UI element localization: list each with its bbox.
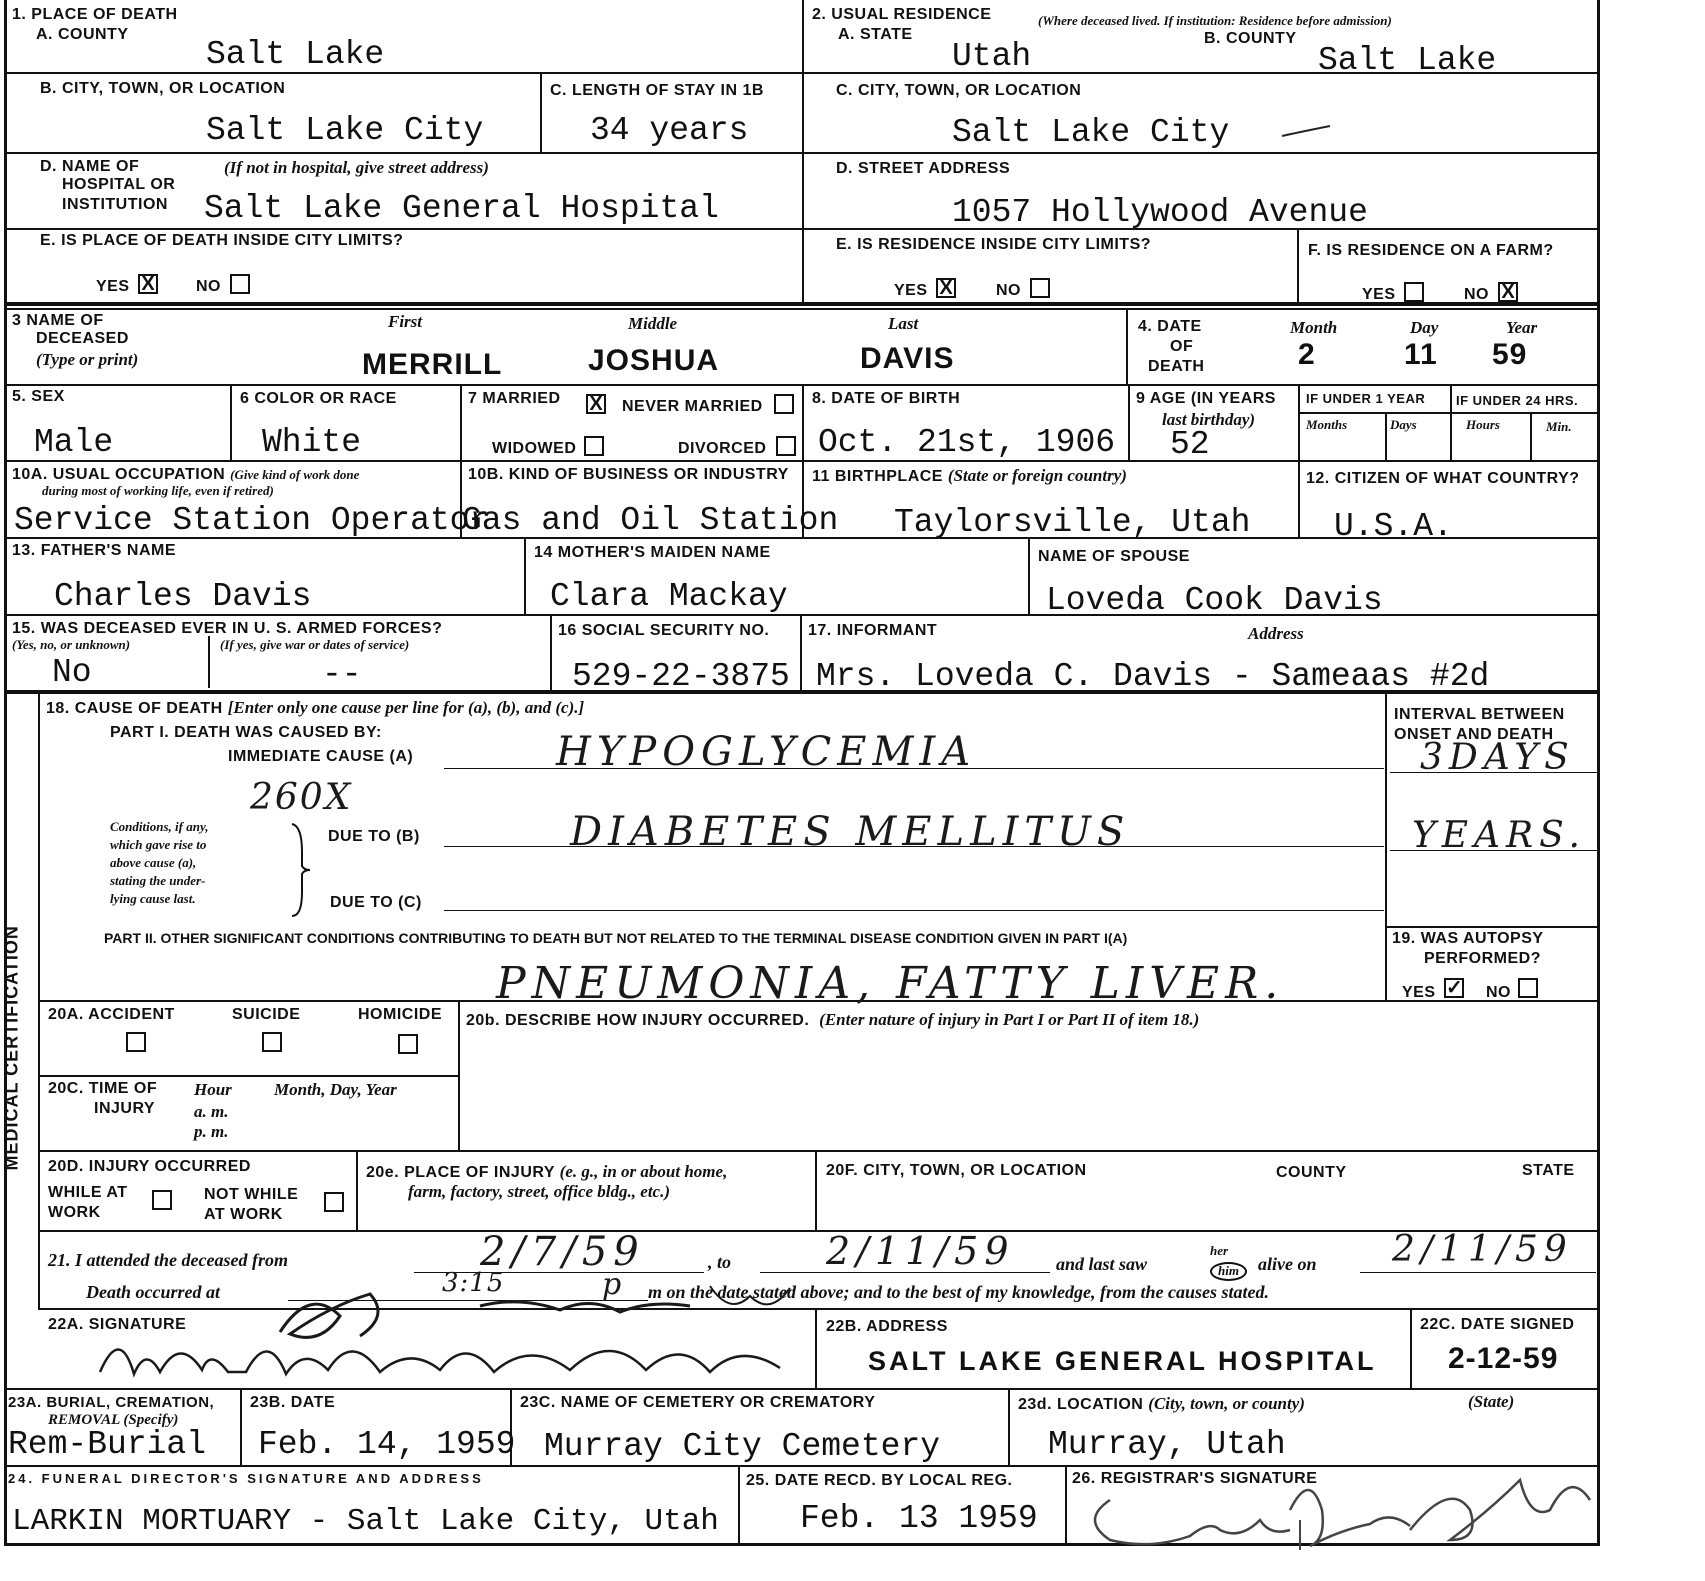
death-inside-no-checkbox[interactable] (230, 274, 250, 294)
divorced-checkbox[interactable] (776, 436, 796, 456)
signature-label: 22A. SIGNATURE (48, 1316, 187, 1333)
months-label: Months (1306, 417, 1348, 432)
residence-inside-city-label: E. IS RESIDENCE INSIDE CITY LIMITS? (836, 236, 1152, 253)
conditions-label-4: stating the under- (110, 873, 206, 888)
under-24-hours-label: IF UNDER 24 HRS. (1456, 393, 1579, 408)
homicide-label: HOMICIDE (358, 1006, 442, 1023)
conditions-label-5: lying cause last. (110, 891, 196, 906)
birthplace-value[interactable]: Taylorsville, Utah (894, 504, 1251, 541)
death-occurred-text: Death occurred at (86, 1282, 220, 1302)
registrar-signature[interactable] (1070, 1440, 1610, 1555)
pm-label: p. m. (194, 1122, 229, 1141)
interval-label-2: ONSET AND DEATH (1394, 726, 1554, 743)
sex-value[interactable]: Male (34, 424, 114, 461)
last-saw-text: and last saw (1056, 1254, 1148, 1274)
him-label: him (1210, 1262, 1247, 1281)
never-married-label: NEVER MARRIED (622, 398, 763, 415)
citizen-value[interactable]: U.S.A. (1334, 508, 1453, 545)
death-inside-yes-label: YES (96, 278, 130, 295)
min-label: Min. (1546, 419, 1572, 434)
interval-b-value[interactable]: YEARS. (1412, 815, 1586, 856)
first-name-value[interactable]: MERRILL (362, 348, 503, 381)
residence-city-label: C. CITY, TOWN, OR LOCATION (836, 82, 1082, 99)
business-value[interactable]: Gas and Oil Station (462, 502, 839, 539)
widowed-checkbox[interactable] (584, 436, 604, 456)
residence-state-value[interactable]: Utah (952, 38, 1032, 75)
part-1-label: PART I. DEATH WAS CAUSED BY: (110, 724, 382, 741)
while-at-work-checkbox[interactable] (152, 1190, 172, 1210)
due-to-c-label: DUE TO (C) (330, 894, 422, 911)
deceased-label-3: (Type or print) (36, 350, 139, 369)
conditions-bracket (288, 822, 314, 918)
death-city-value[interactable]: Salt Lake City (206, 112, 484, 149)
conditions-label-3: above cause (a), (110, 855, 197, 870)
death-county-value[interactable]: Salt Lake (206, 36, 385, 73)
dob-value[interactable]: Oct. 21st, 1906 (818, 424, 1116, 461)
farm-no-checkbox[interactable]: X (1498, 282, 1518, 302)
autopsy-yes-label: YES (1402, 984, 1436, 1001)
hospital-label-1: D. NAME OF (40, 158, 140, 175)
am-label: a. m. (194, 1102, 229, 1121)
farm-yes-checkbox[interactable] (1404, 282, 1424, 302)
burial-state-label: (State) (1468, 1392, 1515, 1411)
cause-label: 18. CAUSE OF DEATH [Enter only one cause per line for (a), (b), and (c).] (46, 698, 585, 717)
business-label: 10B. KIND OF BUSINESS OR INDUSTRY (468, 466, 789, 483)
signature-address-label: 22B. ADDRESS (826, 1318, 948, 1335)
autopsy-no-checkbox[interactable] (1518, 978, 1538, 998)
age-label-2: last birthday) (1162, 410, 1256, 429)
attended-text: 21. I attended the deceased from (48, 1250, 288, 1270)
occupation-label: 10A. USUAL OCCUPATION (Give kind of work done (12, 466, 360, 483)
death-year-value[interactable]: 59 (1492, 338, 1528, 371)
last-name-value[interactable]: DAVIS (860, 342, 955, 375)
father-label: 13. FATHER'S NAME (12, 542, 177, 559)
middle-name-value[interactable]: JOSHUA (588, 344, 720, 377)
first-name-label: First (388, 312, 423, 331)
under-1-year-label: IF UNDER 1 YEAR (1306, 391, 1426, 406)
farm-label: F. IS RESIDENCE ON A FARM? (1308, 242, 1554, 259)
ssn-label: 16 SOCIAL SECURITY NO. (558, 622, 770, 639)
middle-name-label: Middle (628, 314, 678, 333)
farm-yes-label: YES (1362, 286, 1396, 303)
deceased-label-1: 3 NAME OF (12, 312, 104, 329)
death-occurred-text-2: m on the date stated above; and to the best of my knowledge, from the causes stated. (648, 1282, 1269, 1302)
date-signed-label: 22C. DATE SIGNED (1420, 1316, 1575, 1333)
age-label-1: 9 AGE (IN YEARS (1136, 390, 1276, 407)
place-of-injury-label: 20e. PLACE OF INJURY (e. g., in or about home, (366, 1162, 728, 1181)
hospital-value[interactable]: Salt Lake General Hospital (204, 190, 719, 227)
interval-label-1: INTERVAL BETWEEN (1394, 706, 1565, 723)
residence-county-value[interactable]: Salt Lake (1318, 42, 1497, 79)
not-at-work-label-1: NOT WHILE (204, 1186, 299, 1203)
widowed-label: WIDOWED (492, 440, 577, 457)
suicide-label: SUICIDE (232, 1006, 301, 1023)
her-label: her (1210, 1243, 1229, 1258)
armed-forces-value[interactable]: No (52, 654, 92, 691)
time-injury-label-2: INJURY (94, 1100, 156, 1117)
date-received-value[interactable]: Feb. 13 1959 (800, 1500, 1038, 1537)
sex-label: 5. SEX (12, 388, 65, 405)
death-date-label-1: 4. DATE (1138, 318, 1202, 335)
accident-label: 20A. ACCIDENT (48, 1006, 175, 1023)
race-value[interactable]: White (262, 424, 362, 461)
attended-to-label: , to (708, 1252, 732, 1272)
armed-service-value[interactable]: -- (322, 656, 362, 693)
spouse-value[interactable]: Loveda Cook Davis (1046, 582, 1383, 619)
dob-label: 8. DATE OF BIRTH (812, 390, 961, 407)
interval-a-value[interactable]: 3DAYS (1420, 737, 1575, 778)
burial-location-label: 23d. LOCATION (City, town, or county) (1018, 1394, 1305, 1413)
physician-signature[interactable] (90, 1276, 820, 1386)
cemetery-label: 23C. NAME OF CEMETERY OR CREMATORY (520, 1394, 876, 1411)
street-address-value[interactable]: 1057 Hollywood Avenue (952, 194, 1368, 231)
burial-type-label-1: 23A. BURIAL, CREMATION, (8, 1394, 215, 1411)
due-to-b-label: DUE TO (B) (328, 828, 420, 845)
occupation-label-2: during most of working life, even if retired) (42, 483, 274, 498)
not-at-work-checkbox[interactable] (324, 1192, 344, 1212)
mother-label: 14 MOTHER'S MAIDEN NAME (534, 544, 771, 561)
residence-inside-yes-label: YES (894, 282, 928, 299)
days-label: Days (1390, 417, 1417, 432)
conditions-label-2: which gave rise to (110, 837, 207, 852)
length-of-stay-label: C. LENGTH OF STAY IN 1B (550, 82, 764, 99)
autopsy-label-1: 19. WAS AUTOPSY (1392, 930, 1544, 947)
usual-residence-label: 2. USUAL RESIDENCE (812, 6, 992, 23)
time-injury-label-1: 20C. TIME OF (48, 1080, 158, 1097)
death-year-label: Year (1506, 318, 1538, 337)
due-to-b-value[interactable]: DIABETES MELLITUS (570, 809, 1131, 855)
immediate-cause-label: IMMEDIATE CAUSE (A) (228, 748, 414, 765)
divorced-label: DIVORCED (678, 440, 767, 457)
part-2-label: PART II. OTHER SIGNIFICANT CONDITIONS CONTRIBUTING TO DEATH BUT NOT RELATED TO THE TERMINAL DISEASE CONDITION GIVEN IN PART I(A) (104, 930, 1128, 946)
burial-location-value[interactable]: Murray, Utah (1048, 1426, 1286, 1463)
last-name-label: Last (888, 314, 919, 333)
birthplace-label: 11 BIRTHPLACE (State or foreign country) (812, 466, 1127, 485)
injury-occurred-label: 20D. INJURY OCCURRED (48, 1158, 251, 1175)
describe-injury-label: 20b. DESCRIBE HOW INJURY OCCURRED. (Enter nature of injury in Part I or Part II of item 18.) (466, 1010, 1200, 1029)
while-at-work-label-2: WORK (48, 1204, 101, 1221)
length-of-stay-value[interactable]: 34 years (590, 112, 749, 149)
funeral-director-label: 24. FUNERAL DIRECTOR'S SIGNATURE AND ADDRESS (8, 1471, 484, 1486)
death-date-label-2: OF (1170, 338, 1194, 355)
burial-date-label: 23B. DATE (250, 1394, 336, 1411)
injury-city-label: 20F. CITY, TOWN, OR LOCATION (826, 1162, 1087, 1179)
accident-checkbox[interactable] (126, 1032, 146, 1052)
informant-value[interactable]: Mrs. Loveda C. Davis - Sameaas #2d (816, 658, 1490, 695)
residence-state-label: A. STATE (838, 26, 913, 43)
death-time-value[interactable]: 3:15 (442, 1268, 505, 1298)
armed-forces-sub-2: (If yes, give war or dates of service) (220, 637, 410, 652)
autopsy-yes-checkbox[interactable]: ✓ (1446, 977, 1463, 999)
part-2-value[interactable]: PNEUMONIA, FATTY LIVER. (496, 958, 1285, 1009)
conditions-label-1: Conditions, if any, (110, 819, 209, 834)
married-checkbox[interactable]: X (586, 394, 606, 414)
deceased-label-2: DECEASED (36, 330, 129, 347)
death-time-ampm[interactable]: p (602, 1267, 628, 1302)
residence-city-value[interactable]: Salt Lake City (952, 114, 1230, 151)
hospital-label-2: HOSPITAL OR (62, 176, 176, 193)
death-month-value[interactable]: 2 (1298, 338, 1316, 371)
autopsy-label-2: PERFORMED? (1424, 950, 1541, 967)
residence-inside-no-label: NO (996, 282, 1021, 299)
medical-certification-label: MEDICAL CERTIFICATION (1, 925, 22, 1171)
spouse-label: NAME OF SPOUSE (1038, 548, 1190, 565)
never-married-checkbox[interactable] (774, 394, 794, 414)
citizen-label: 12. CITIZEN OF WHAT COUNTRY? (1306, 470, 1580, 487)
burial-type-value[interactable]: Rem-Burial (8, 1426, 207, 1463)
occupation-value[interactable]: Service Station Operator (14, 502, 490, 539)
armed-forces-label: 15. WAS DECEASED EVER IN U. S. ARMED FORCES? (12, 620, 443, 637)
signature-address-value[interactable]: SALT LAKE GENERAL HOSPITAL (868, 1346, 1377, 1376)
informant-label: 17. INFORMANT (808, 622, 938, 639)
race-label: 6 COLOR OR RACE (240, 390, 397, 407)
alive-on-text: alive on (1258, 1254, 1317, 1274)
suicide-checkbox[interactable] (262, 1032, 282, 1052)
injury-state-label: STATE (1522, 1162, 1575, 1179)
death-inside-yes-checkbox[interactable]: X (138, 274, 158, 294)
residence-inside-no-checkbox[interactable] (1030, 278, 1050, 298)
burial-date-value[interactable]: Feb. 14, 1959 (258, 1426, 516, 1463)
ssn-value[interactable]: 529-22-3875 (572, 658, 790, 695)
death-day-label: Day (1410, 318, 1439, 337)
residence-inside-yes-checkbox[interactable]: X (936, 278, 956, 298)
burial-type-label-2: REMOVAL (Specify) (48, 1412, 179, 1428)
autopsy-no-label: NO (1486, 984, 1511, 1001)
father-value[interactable]: Charles Davis (54, 578, 312, 615)
immediate-cause-value[interactable]: HYPOGLYCEMIA (556, 729, 977, 775)
registrar-label: 26. REGISTRAR'S SIGNATURE (1072, 1470, 1318, 1487)
injury-county-label: COUNTY (1276, 1164, 1347, 1181)
hospital-note: (If not in hospital, give street address) (224, 158, 489, 177)
date-signed-value[interactable]: 2-12-59 (1448, 1342, 1559, 1375)
cause-code: 260X (250, 777, 353, 818)
married-label: 7 MARRIED (468, 390, 561, 407)
street-address-label: D. STREET ADDRESS (836, 160, 1011, 177)
date-received-label: 25. DATE RECD. BY LOCAL REG. (746, 1472, 1013, 1489)
armed-forces-sub-1: (Yes, no, or unknown) (12, 637, 131, 652)
death-month-label: Month (1290, 318, 1338, 337)
funeral-director-value[interactable]: LARKIN MORTUARY - Salt Lake City, Utah (12, 1504, 719, 1539)
not-at-work-label-2: AT WORK (204, 1206, 283, 1223)
attended-from-value[interactable]: 2/7/59 (480, 1229, 645, 1275)
place-of-death-label: 1. PLACE OF DEATH (12, 6, 178, 23)
hours-label: Hours (1466, 417, 1500, 432)
mother-value[interactable]: Clara Mackay (550, 578, 788, 615)
death-date-label-3: DEATH (1148, 358, 1205, 375)
cemetery-value[interactable]: Murray City Cemetery (544, 1428, 941, 1465)
age-value[interactable]: 52 (1170, 426, 1210, 463)
death-day-value[interactable]: 11 (1404, 338, 1438, 371)
last-seen-value[interactable]: 2/11/59 (1392, 1229, 1573, 1270)
death-inside-no-label: NO (196, 278, 221, 295)
while-at-work-label-1: WHILE AT (48, 1184, 128, 1201)
attended-to-value[interactable]: 2/11/59 (826, 1229, 1015, 1273)
hospital-label-3: INSTITUTION (62, 196, 168, 213)
hour-label: Hour (194, 1080, 232, 1099)
informant-address-label: Address (1248, 624, 1304, 643)
month-day-year-label: Month, Day, Year (274, 1080, 397, 1099)
death-county-label: A. COUNTY (36, 26, 129, 43)
death-inside-city-label: E. IS PLACE OF DEATH INSIDE CITY LIMITS? (40, 232, 404, 249)
place-of-injury-label-2: farm, factory, street, office bldg., etc.) (408, 1182, 671, 1201)
homicide-checkbox[interactable] (398, 1034, 418, 1054)
residence-city-checkmark (1280, 122, 1336, 142)
residence-county-label: B. COUNTY (1204, 30, 1297, 47)
usual-residence-note: (Where deceased lived. If institution: Residence before admission) (1038, 13, 1392, 28)
farm-no-label: NO (1464, 286, 1489, 303)
death-city-label: B. CITY, TOWN, OR LOCATION (40, 80, 286, 97)
